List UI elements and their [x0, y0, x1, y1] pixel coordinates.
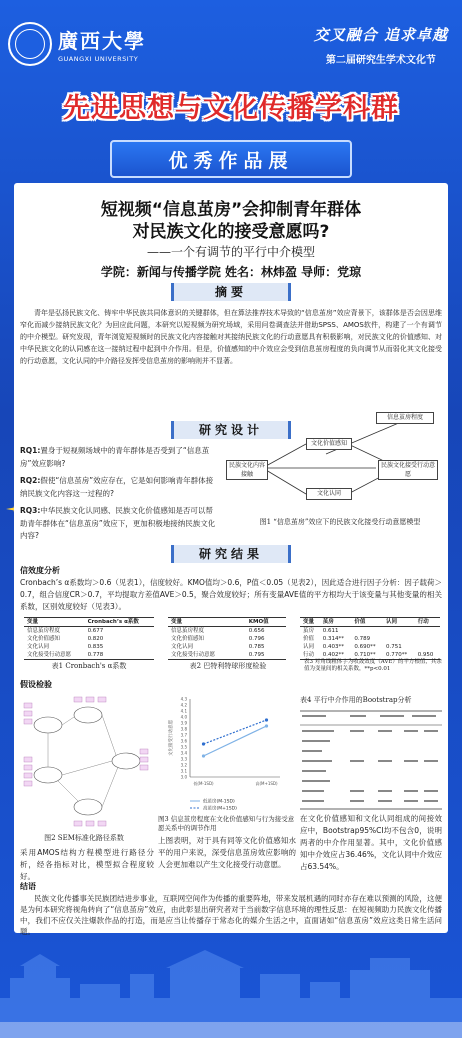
design-heading: 研究设计	[171, 421, 291, 439]
hypothesis-label: 假设检验	[20, 680, 52, 689]
mediator1-box: 文化价值感知	[306, 438, 352, 450]
award-badge: 优秀作品展	[110, 140, 352, 178]
y-tick-label: 4.0	[180, 714, 187, 720]
table3-caption: 表3 对角线粗体字为收敛效度（AVE）的平方根值，其余值为变量间的相关系数，**p<0.01	[304, 659, 442, 672]
y-tick-label: 4.1	[180, 708, 187, 714]
abstract-text: 青年是弘扬民族文化、铸牢中华民族共同体意识的关键群体，但在算法推荐技术导致的“信息茧房”效应背景下，该群体是否会因思维窄化而减少接纳民族文化？为回应此问题，本研究以短视频为研究场域，采用问卷调查法并借助SPSS、AMOS软件，构建了一个有调节的中介模型。研究发现，青年浏览短视频时的民族文化内容接触对其接纳民族文化的行动意愿具有积极影响，对民族文化的价值感知、对中华民族文化的认同感在这一接纳过程中起到中介作用。但是，价值感知的中介效应会受到信息茧房程度的负向调节从而弱化其文化接受的行动意愿，文化认同的中介路径发挥受信息茧房的影响则并不显著。	[20, 309, 442, 365]
legend-label: 高茧房(M+1SD)	[203, 806, 237, 812]
table4-image	[300, 709, 442, 811]
results-heading: 研究结果	[171, 545, 291, 563]
fig3-caption: 图3 信息茧房程度在文化价值感知与行为接受意愿关系中的调节作用	[158, 815, 295, 832]
abstract-heading: 摘要	[171, 283, 291, 301]
poster-subtitle: ——一个有调节的平行中介模型	[146, 245, 315, 259]
campus-skyline	[0, 938, 462, 1038]
y-tick-label: 3.5	[180, 744, 187, 750]
dv-box: 民族文化接受行动意愿	[378, 460, 438, 480]
moderator-box: 信息茧房程度	[376, 412, 434, 424]
y-tick-label: 3.3	[180, 756, 187, 762]
header	[0, 0, 462, 82]
rq2: RQ2:假使“信息茧房”效应存在，它是如何影响青年群体接纳民族文化内容这一过程的?	[20, 476, 214, 498]
x-tick-label: 高(M+1SD)	[255, 781, 278, 786]
university-seal-icon	[8, 22, 52, 66]
poster-title-line1: 短视频“信息茧房”会抑制青年群体	[100, 200, 362, 220]
reliability-label: 信效度分析	[20, 566, 60, 575]
table4-text: 在文化价值感知和文化认同组成的间接效应中，Bootstrap95%CI均不包含0，说明两者的中介作用显著。其中，文化价值感知中介效应占36.46%，文化认同中介效应占63.54%。	[300, 814, 442, 871]
festival-name: 第二届研究生学术文化节	[325, 55, 436, 66]
reliability-text: Cronbach’s α系数均＞0.6（见表1），信度较好。KMO值均＞0.6，P值＜0.05（见表2），因此适合进行因子分析：因子载荷＞0.7，组合信度CR＞0.7，平均提取方差值AVE＞0.5，聚合效度较好；所有变量AVE值的平方根均大于该变量与其他变量的相关系数，区别效度较好（见表3）。	[20, 578, 442, 611]
fig2-caption: 图2 SEM标准化路径系数	[44, 834, 124, 842]
y-tick-label: 3.9	[180, 720, 187, 726]
y-tick-label: 3.8	[180, 726, 187, 732]
series-point	[265, 718, 268, 721]
table4-caption: 表4 平行中介作用的Bootstrap分析	[300, 696, 412, 704]
series-point	[265, 724, 268, 727]
author-byline: 学院：新闻与传播学院 姓名：林炜盈 导师：党琼	[100, 265, 362, 279]
poster-panel	[14, 183, 448, 936]
series-point	[202, 754, 205, 757]
table3: 变量 茧房 价值 认同 行动 茧房 0.611 价值 0.314** 0.789 认同 0.403** 0.690** 0.751 行动 0.402** 0.710** 0.770** 0.950	[300, 617, 440, 660]
y-tick-label: 4.2	[180, 702, 187, 708]
y-tick-label: 3.1	[180, 768, 187, 774]
slogan: 交叉融合 追求卓越	[313, 26, 448, 44]
conclusion-text: 民族文化传播事关民族团结进步事业，互联网空间作为传播的重要阵地，带来发展机遇的同时亦存在难以预测的风险，这便是为何本研究将视角转向了“信息茧房”效应，由此彰显出研究者对于当前数字信息环境的理性反思：在短视频助力民族文化传播中，我们不应仅关注爆款作品的打造，而是应当让传播存于常态化的媒介生活之中，直面诸如“信息茧房”效应这类日常生活问题。	[20, 894, 442, 936]
interaction-chart	[164, 693, 288, 815]
table1-caption: 表1 Cronbach's α系数	[51, 662, 127, 670]
mediator2-box: 文化认同	[306, 488, 352, 500]
y-tick-label: 4.3	[180, 696, 187, 702]
y-tick-label: 3.7	[180, 732, 187, 738]
research-model-diagram	[226, 398, 440, 508]
y-tick-label: 3.4	[180, 750, 187, 756]
poster-title-line2: 对民族文化的接受意愿吗?	[132, 222, 330, 242]
y-tick-label: 3.0	[180, 774, 187, 780]
table1: 变量 Cronbach’s α系数 信息茧房程度 0.677 文化价值感知 0.820 文化认同 0.835 文化接受行动意愿 0.778	[24, 617, 154, 660]
rq1: RQ1:置身于短视频场域中的青年群体是否受到了“信息茧房”效应影响?	[20, 446, 210, 468]
sem-text: 采用AMOS结构方程模型进行路径分析，经各指标对比，模型拟合程度较好。	[20, 848, 154, 881]
banner-title: 先进思想与文化传播学科群	[63, 93, 399, 124]
rq3: RQ3:中华民族文化认同感、民族文化价值感知是否可以帮助青年群体在“信息茧房”效应下，更加积极地接纳民族文化内容?	[20, 506, 216, 540]
iv-box: 民族文化内容接触	[226, 460, 268, 480]
series-point	[202, 742, 205, 745]
table2: 变量 KMO值 信息茧房程度 0.656 文化价值感知 0.796 文化认同 0.785 文化接受行动意愿 0.795	[168, 617, 286, 660]
series-line	[204, 726, 267, 756]
university-logo	[8, 22, 146, 66]
x-tick-label: 低(M-1SD)	[193, 781, 214, 786]
fig3-text: 上图表明，对于具有同等文化价值感知水平的用户来说，深受信息茧房效应影响的人会更加难以产生文化接受行动意愿。	[158, 836, 296, 869]
y-axis-label: 文化接受行动意愿	[169, 720, 174, 756]
sem-path-diagram	[22, 695, 152, 833]
y-tick-label: 3.2	[180, 762, 187, 768]
y-tick-label: 3.6	[180, 738, 187, 744]
conclusion-label: 结语	[20, 882, 36, 891]
fig1-caption: 图1 “信息茧房”效应下的民族文化接受行动意愿模型	[259, 518, 421, 526]
table2-caption: 表2 巴特利特球形度检验	[189, 662, 267, 670]
legend-label: 低茧房(M-1SD)	[203, 799, 235, 805]
university-name-en: GUANGXI UNIVERSITY	[58, 55, 139, 63]
university-name-cn: 廣西大學	[58, 29, 146, 53]
